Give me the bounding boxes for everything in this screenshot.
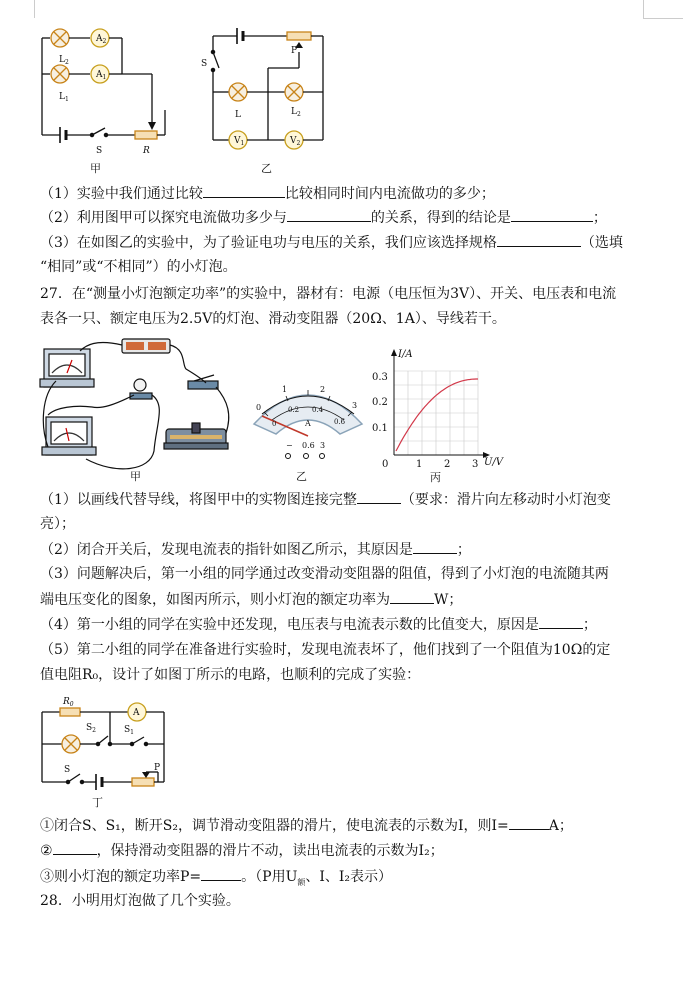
svg-text:L1	[59, 92, 69, 103]
q27-s1-text-b: （要求：滑片向左移动时小灯泡变	[400, 492, 611, 508]
graph-ylabel: I/A	[398, 349, 413, 360]
label-s2: S	[86, 723, 93, 733]
q27-part2	[40, 539, 471, 560]
label-a1: A	[96, 70, 103, 80]
xtick-1: 1	[416, 459, 423, 470]
circuit-figure-yi	[195, 22, 335, 180]
q26-part1	[40, 183, 495, 204]
label-p-ding: P	[154, 763, 161, 773]
answer-blank-q27-1[interactable]	[357, 489, 401, 504]
q27-part3	[40, 564, 609, 584]
q26-part2	[40, 207, 607, 228]
q26-p3-text-a: （3）在如图乙的实验中，为了验证电功与电压的关系，我们应该选择规格	[40, 235, 497, 251]
label-s1: S	[124, 725, 131, 735]
answer-blank-q26-2a[interactable]	[287, 207, 371, 222]
answer-blank-q27-3[interactable]	[390, 589, 434, 604]
dial-top-0: 0	[256, 403, 262, 412]
q27-s3-text-c: W；	[434, 592, 463, 608]
q27-s5-text-a: （5）第二小组的同学在准备进行实验时，发现电流表坏了，他们找到了一个阻值为10Ω的定	[40, 642, 611, 658]
circuit-figure-ding	[34, 692, 174, 810]
label-s-ding: S	[64, 765, 71, 775]
q26-p2-text-a: （2）利用图甲可以探究电流做功多少与	[40, 210, 287, 226]
label-s1-sub: 1	[130, 729, 134, 736]
svg-text:L2	[59, 55, 69, 66]
iu-graph-bing	[370, 343, 520, 485]
q26-p1-text-b: 比较相同时间内电流做功的多少；	[284, 186, 495, 202]
q27-step3-text-b: 。（P用U	[241, 869, 298, 885]
label-ammeter-ding: A	[133, 708, 140, 718]
answer-blank-q26-2b[interactable]	[511, 207, 593, 222]
q27-part3-cont	[40, 589, 462, 610]
graph-xlabel: U/V	[484, 457, 504, 468]
label-l1-sub: 1	[64, 96, 69, 103]
q27-step1-text-a: ①闭合S、S₁，断开S₂，调节滑动变阻器的滑片，使电流表的示数为I，则I=	[40, 818, 509, 834]
label-a2-sub: 2	[102, 38, 107, 45]
label-a1-sub: 1	[102, 74, 107, 81]
answer-blank-q26-3[interactable]	[497, 232, 581, 247]
page-corner-mark-left	[34, 0, 35, 18]
caption-dial-yi: 乙	[296, 470, 307, 483]
q27-part1	[40, 489, 611, 510]
label-v1-sub: 1	[240, 140, 245, 147]
q26-p2-text-b: 的关系，得到的结论是	[370, 210, 511, 226]
q27-step2-text-b: ，保持滑动变阻器的滑片不动，读出电流表的示数为I₂；	[96, 843, 444, 859]
ammeter-dial-yi	[248, 372, 368, 484]
q26-part3-cont	[40, 257, 237, 277]
q27-step3-text-c: 、I、I₂表示）	[305, 869, 393, 885]
answer-blank-q27-2[interactable]	[413, 539, 457, 554]
label-v2-sub: 2	[296, 140, 301, 147]
q27-intro-text-1: 27．在“测量小灯泡额定功率”的实验中，器材有：电源（电压恒为3V）、开关、电压表和电流	[40, 286, 617, 302]
label-l2-sub: 2	[64, 59, 69, 66]
page-corner-mark-right	[643, 0, 644, 18]
dial-unit-a: A	[305, 419, 311, 428]
caption-jia: 甲	[90, 162, 101, 175]
terminal-minus	[286, 454, 291, 459]
label-r0-sub: 0	[69, 701, 74, 708]
label-a2: A	[96, 34, 103, 44]
answer-blank-q27-4[interactable]	[539, 614, 583, 629]
ytick-02: 0.2	[372, 397, 388, 408]
q28-intro	[40, 891, 240, 911]
dial-bottom-04: 0.4	[312, 406, 324, 414]
ytick-01: 0.1	[372, 423, 388, 434]
dial-bottom-0: 0	[272, 420, 277, 428]
label-v1: V	[234, 136, 241, 146]
graph-origin: 0	[382, 459, 389, 470]
dial-top-1: 1	[282, 385, 288, 394]
q26-p3-text-c: “相同”或“不相同”）的小灯泡。	[40, 259, 237, 275]
q27-step2-text-a: ②	[40, 843, 53, 859]
label-l2-yi-sub: 2	[296, 111, 301, 118]
q27-intro-line2	[40, 309, 506, 329]
answer-blank-step1[interactable]	[509, 815, 549, 830]
apparatus-figure-jia	[36, 335, 241, 485]
q27-s3-text-a: （3）问题解决后，第一小组的同学通过改变滑动变阻器的阻值，得到了小灯泡的电流随其两	[40, 566, 609, 582]
svg-text:R0	[62, 697, 74, 708]
dial-top-2: 2	[320, 385, 326, 394]
circuit-figure-jia	[30, 20, 180, 180]
label-rheostat-r: R	[143, 146, 150, 156]
q27-s1-text-c: 亮）；	[40, 516, 75, 532]
terminal-06	[304, 454, 309, 459]
q27-s4-text-b: ；	[582, 617, 597, 633]
q27-step2	[40, 840, 444, 861]
label-s2-sub: 2	[92, 727, 96, 734]
svg-text:L2	[291, 107, 301, 118]
q27-part1-cont	[40, 514, 75, 534]
svg-text:S1	[124, 725, 134, 736]
dial-top-3: 3	[352, 401, 358, 410]
q27-intro-line1	[40, 284, 616, 304]
q28-text: 28．小明用灯泡做了几个实验。	[40, 893, 240, 909]
svg-text:S2	[86, 723, 96, 734]
label-l1: L	[59, 92, 65, 102]
q27-s5-text-b: 值电阻R₀，设计了如图丁所示的电路，也顺利的完成了实验：	[40, 667, 421, 683]
caption-graph-bing: 丙	[430, 471, 441, 484]
xtick-3: 3	[472, 459, 479, 470]
q27-step3	[40, 866, 392, 893]
dial-bottom-02: 0.2	[288, 406, 300, 414]
ytick-03: 0.3	[372, 372, 388, 383]
q27-part5	[40, 640, 610, 660]
answer-blank-step3[interactable]	[201, 866, 241, 881]
q27-s3-text-b: 端电压变化的图象，如图丙所示，则小灯泡的额定功率为	[40, 592, 390, 608]
q26-p3-text-b: （选填	[580, 235, 623, 251]
label-l2-yi: L	[291, 107, 297, 117]
dial-bottom-06: 0.6	[334, 418, 346, 426]
page-corner-mark-right-h	[643, 18, 683, 19]
q27-intro-text-2: 表各一只、额定电压为2.5V的灯泡、滑动变阻器（20Ω、1A）、导线若干。	[40, 311, 506, 327]
answer-blank-step2[interactable]	[53, 840, 97, 855]
q27-s2-text-a: （2）闭合开关后，发现电流表的指针如图乙所示，其原因是	[40, 542, 413, 558]
label-l2: L	[59, 55, 65, 65]
q27-step3-text-a: ③则小灯泡的额定功率P=	[40, 869, 202, 885]
terminal-3	[320, 454, 325, 459]
terminal-minus-label: −	[286, 441, 293, 450]
label-v2: V	[290, 136, 297, 146]
q27-s4-text-a: （4）第一小组的同学在实验中还发现，电压表与电流表示数的比值变大，原因是	[40, 617, 539, 633]
terminal-06-label: 0.6	[302, 441, 315, 450]
caption-yi: 乙	[261, 162, 272, 175]
label-switch-s-yi: S	[201, 59, 208, 69]
xtick-2: 2	[444, 459, 451, 470]
q26-p1-text-a: （1）实验中我们通过比较	[40, 186, 203, 202]
q27-step3-sub: 额	[297, 877, 306, 887]
q27-s2-text-b: ；	[456, 542, 471, 558]
label-switch-s: S	[96, 146, 103, 156]
caption-apparatus-jia: 甲	[130, 470, 141, 483]
q26-p2-text-c: ；	[592, 210, 607, 226]
q27-step1	[40, 815, 573, 836]
q27-part5-cont	[40, 665, 420, 685]
terminal-3-label: 3	[320, 441, 326, 450]
label-slider-p: P	[291, 46, 298, 56]
answer-blank-q26-1[interactable]	[203, 183, 285, 198]
q27-s1-text-a: （1）以画线代替导线，将图甲中的实物图连接完整	[40, 492, 357, 508]
q27-part4	[40, 614, 597, 635]
q27-step1-text-b: A；	[548, 818, 573, 834]
q26-part3	[40, 232, 623, 253]
label-l-yi: L	[235, 110, 241, 120]
label-r0: R	[63, 697, 70, 707]
caption-ding: 丁	[92, 796, 103, 809]
